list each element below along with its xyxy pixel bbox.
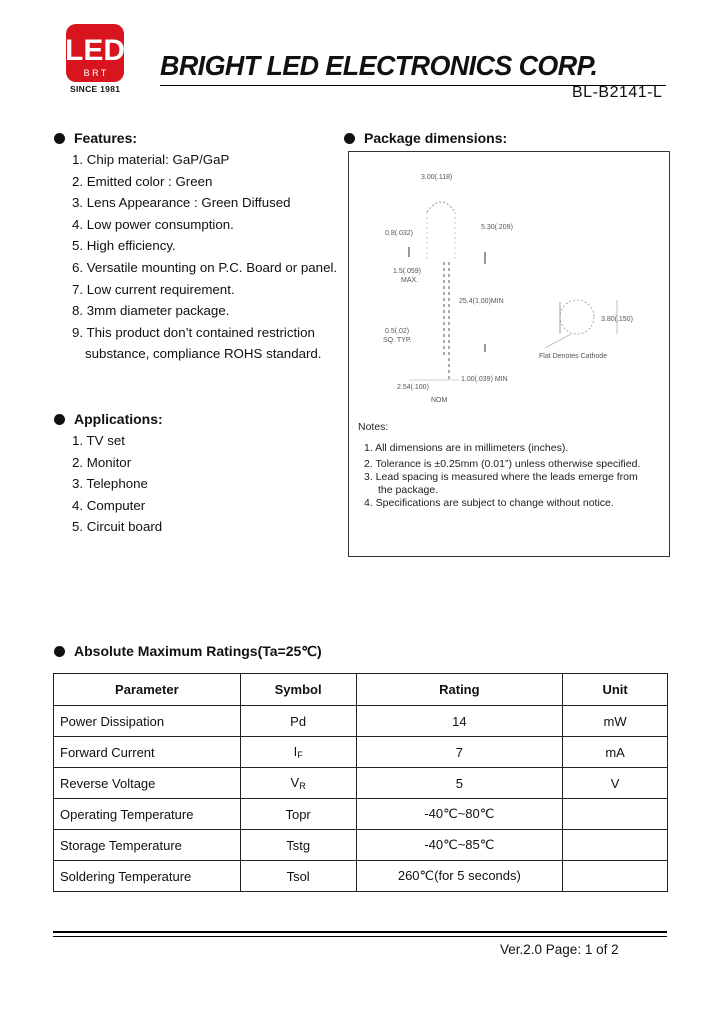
table-header-row — [54, 674, 668, 706]
symbol-cell: Pd — [240, 706, 356, 737]
column-header: Symbol — [240, 674, 356, 706]
applications-list — [72, 430, 162, 538]
parameter-cell: Soldering Temperature — [54, 861, 241, 892]
table-row — [54, 737, 668, 768]
applications-heading: Applications: — [54, 411, 163, 427]
parameter-cell: Forward Current — [54, 737, 241, 768]
unit-cell: mA — [563, 737, 668, 768]
list-item: 1. TV set — [72, 433, 125, 448]
note-item: 2. Tolerance is ±0.25mm (0.01”) unless otherwise specified. — [364, 458, 641, 470]
column-header: Rating — [356, 674, 563, 706]
symbol-cell: Tsol — [240, 861, 356, 892]
rating-cell: -40℃~85℃ — [356, 830, 563, 861]
package-heading: Package dimensions: — [344, 130, 507, 146]
list-item: 5. Circuit board — [72, 519, 163, 535]
unit-cell — [563, 799, 668, 830]
company-name: BRIGHT LED ELECTRONICS CORP. — [160, 50, 598, 81]
rating-cell: 260℃(for 5 seconds) — [356, 861, 563, 892]
note-item: 1. All dimensions are in millimeters (inches). — [364, 442, 569, 454]
list-item: substance, compliance ROHS standard. — [85, 346, 322, 362]
note-item: 4. Specifications are subject to change without notice. — [364, 497, 614, 509]
list-item: 4. Computer — [72, 497, 146, 513]
logo-text: LED — [65, 34, 125, 67]
notes-title: Notes: — [358, 421, 389, 433]
unit-cell: V — [563, 768, 668, 799]
parameter-cell: Operating Temperature — [54, 799, 241, 830]
table-row — [54, 799, 668, 830]
list-item: 3. Lens Appearance : Green Diffused — [72, 195, 291, 211]
list-item: 1. Chip material: GaP/GaP — [72, 152, 230, 167]
dim-label: MAX. — [401, 277, 419, 284]
bullet-icon — [54, 414, 65, 425]
ratings-heading: Absolute Maximum Ratings(Ta=25℃) — [54, 643, 322, 660]
table-row — [54, 861, 668, 892]
dim-label: 0.8(.032) — [385, 230, 414, 237]
symbol-subscript: F — [297, 750, 303, 760]
dim-label: 5.30(.209) — [481, 224, 513, 231]
dim-label: 3.00(.118) — [421, 174, 453, 181]
column-header: Parameter — [54, 674, 241, 706]
footer-rule — [53, 936, 667, 937]
dim-label: 1.5(.059) — [393, 268, 422, 275]
unit-cell: mW — [563, 706, 668, 737]
list-item: 7. Low current requirement. — [72, 281, 235, 297]
symbol-subscript: R — [299, 781, 306, 791]
unit-cell — [563, 830, 668, 861]
note-item: 3. Lead spacing is measured where the leads emerge from — [364, 471, 638, 483]
notes-list — [364, 442, 664, 510]
dim-label: NOM — [431, 397, 448, 404]
parameter-cell: Power Dissipation — [54, 706, 241, 737]
features-heading: Features: — [54, 130, 137, 146]
parameter-cell: Reverse Voltage — [54, 768, 241, 799]
parameter-cell: Storage Temperature — [54, 830, 241, 861]
symbol-cell: $I_F$ — [240, 737, 356, 768]
rating-cell: 14 — [356, 706, 563, 737]
package-drawing — [349, 152, 669, 412]
list-item: 5. High efficiency. — [72, 238, 176, 254]
column-header: Unit — [563, 674, 668, 706]
rating-cell: -40℃~80℃ — [356, 799, 563, 830]
note-item: the package. — [378, 484, 439, 496]
symbol-cell: Tstg — [240, 830, 356, 861]
dim-label: 0.5(.02) — [385, 328, 410, 335]
footer-rule — [53, 931, 667, 933]
company-logo — [64, 22, 130, 84]
rating-cell: 5 — [356, 768, 563, 799]
dim-label: Flat Denotes Cathode — [539, 353, 608, 360]
list-item: 2. Emitted color : Green — [72, 173, 213, 189]
dim-label: SQ. TYP. — [383, 337, 412, 344]
dim-label: 2.54(.100) — [397, 384, 429, 391]
table-row — [54, 830, 668, 861]
list-item: 9. This product don’t contained restriction — [72, 324, 315, 340]
bullet-icon — [54, 646, 65, 657]
page-footer: Ver.2.0 Page: 1 of 2 — [500, 942, 619, 957]
list-item: 3. Telephone — [72, 476, 148, 492]
dim-label: 3.80(.150) — [601, 316, 633, 323]
since-text: SINCE 1981 — [70, 84, 121, 94]
table-row — [54, 706, 668, 737]
bullet-icon — [344, 133, 355, 144]
dim-label: 25.4(1.00)MIN — [459, 298, 504, 305]
unit-cell — [563, 861, 668, 892]
symbol-cell: Topr — [240, 799, 356, 830]
rating-cell: 7 — [356, 737, 563, 768]
dim-label: 1.00(.039) MIN — [461, 376, 508, 383]
symbol-cell: $V_R$ — [240, 768, 356, 799]
list-item: 8. 3mm diameter package. — [72, 303, 230, 319]
list-item: 4. Low power consumption. — [72, 216, 234, 232]
list-item: 2. Monitor — [72, 454, 132, 470]
logo-sub: B R T — [83, 68, 107, 78]
table-row — [54, 768, 668, 799]
part-number: BL-B2141-L — [572, 84, 663, 101]
features-list — [72, 149, 337, 365]
ratings-table — [53, 673, 668, 892]
list-item: 6. Versatile mounting on P.C. Board or panel. — [72, 259, 338, 275]
bullet-icon — [54, 133, 65, 144]
